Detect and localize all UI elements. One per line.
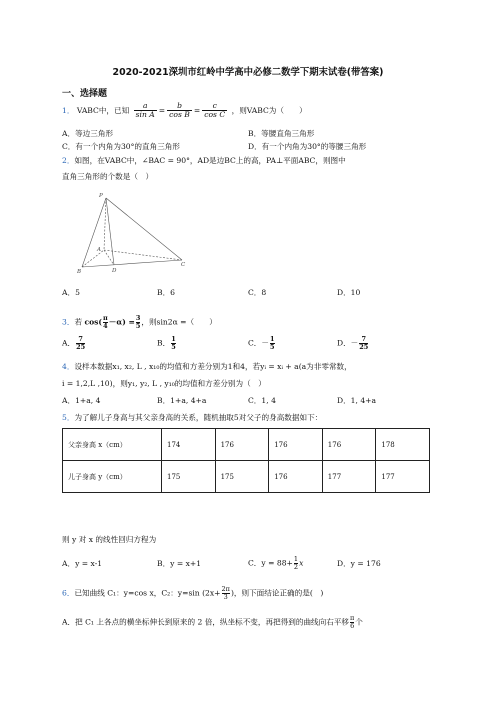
label-a: A xyxy=(97,247,101,253)
q2-option-d: D．10 xyxy=(337,288,361,297)
table-cell: 177 xyxy=(322,461,376,493)
q2-option-a: A．5 xyxy=(62,288,80,297)
q4-option-d: D．1, 4+a xyxy=(337,396,377,405)
row-header-son: 儿子身高 y（cm） xyxy=(63,461,162,493)
section-heading: 一、选择题 xyxy=(62,89,108,99)
q1-option-a: A．等边三角形 xyxy=(62,129,114,138)
table-cell: 176 xyxy=(269,461,323,493)
question-6-stem: 6．已知曲线 C₁：y=cos x，C₂：y=sin (2x+ $\frac{2\pi}{3}$ )，则下面结论正确的是( ) xyxy=(62,585,324,602)
label-b: B xyxy=(77,269,82,275)
table-row xyxy=(63,429,430,461)
table-cell: 176 xyxy=(269,429,323,461)
table-cell: 178 xyxy=(376,429,430,461)
q4-option-a: A．1+a, 4 xyxy=(62,396,101,405)
q3-pi-fraction: $\frac{\pi}{4}$ xyxy=(103,314,108,331)
question-5-after: 则 y 对 x 的线性回归方程为 xyxy=(62,535,157,544)
page-title: 2020-2021深圳市红岭中学高中必修二数学下期末试卷(带答案) xyxy=(112,67,384,78)
table-cell: 174 xyxy=(162,429,216,461)
q1-fraction-a: $\frac{a}{\text{sin A}}$ xyxy=(135,101,155,120)
label-c: C xyxy=(181,262,186,268)
q5-option-b: B．y = x+1 xyxy=(157,559,202,568)
question-1-stem: 1． VABC中，已知 $\frac{a}{\text{sin A}}$ = $\frac{b}{\text{cos B}}$ = $\frac{c}{\text{cos C}}$ ，则VABC为（ ） xyxy=(62,101,307,120)
q3-option-d: D．－ $\frac{7}{25}$ xyxy=(337,335,369,352)
question-4-stem: 4．设样本数据x₁, x₂, L , x₁₀的均值和方差分别为1和4，若yᵢ = xᵢ + a(a为非零常数， xyxy=(62,362,352,371)
q3-option-a: A． $\frac{7}{25}$ xyxy=(62,335,86,352)
q2-option-c: C．8 xyxy=(248,288,267,297)
q5-option-a: A．y = x-1 xyxy=(62,559,103,568)
q6-option-a: A．把 C₁ 上各点的横坐标伸长到原来的 2 倍，纵坐标不变，再把得到的曲线向右平移 $\frac{\pi}{6}$ 个 xyxy=(62,614,363,631)
row-header-father: 父亲身高 x（cm） xyxy=(63,429,162,461)
q1-option-c: C．有一个内角为30°的直角三角形 xyxy=(62,142,180,151)
table-cell: 175 xyxy=(162,461,216,493)
q1-stem-pre: VABC中，已知 xyxy=(76,105,130,115)
q1-option-b: B．等腰直角三角形 xyxy=(248,129,315,138)
question-number: 1． xyxy=(62,105,75,115)
pyramid-figure xyxy=(77,190,187,275)
q4-option-b: B．1+a, 4+a xyxy=(157,396,207,405)
table-row xyxy=(63,461,430,493)
height-data-table xyxy=(62,428,430,493)
question-4-stem-2: i = 1,2,L ,10)，则y₁, y₂, L , y₁₀的均值和方差分别为（ ） xyxy=(62,379,266,388)
table-cell: 177 xyxy=(376,461,430,493)
q1-fraction-c: $\frac{c}{\text{cos C}}$ xyxy=(204,101,226,120)
q1-fraction-b: $\frac{b}{\text{cos B}}$ xyxy=(169,101,190,120)
question-5-stem: 5．为了解儿子身高与其父亲身高的关系，随机抽取5对父子的身高数据如下： xyxy=(62,413,323,422)
table-cell: 176 xyxy=(322,429,376,461)
q5-option-d: D．y = 176 xyxy=(337,559,381,568)
q2-option-b: B．6 xyxy=(157,288,176,297)
table-cell: 176 xyxy=(215,429,269,461)
q1-stem-post: ，则VABC为（ ） xyxy=(231,105,307,115)
q4-option-c: C．1, 4 xyxy=(248,396,276,405)
question-2-stem: 2．如图，在VABC中，∠BAC = 90°，AD是边BC上的高，PA⊥平面ABC，则图中 xyxy=(62,156,346,165)
label-d: D xyxy=(112,268,117,274)
label-p: P xyxy=(99,193,103,199)
q5-option-c: C．y = 88+ $\frac{1}{2}$ x xyxy=(248,555,304,572)
q3-option-c: C．－ $\frac{1}{5}$ xyxy=(248,335,275,352)
question-3-stem: 3．若 cos( $\frac{\pi}{4}$ －α) = $\frac{3}{5}$ ，则sin2α =（ ） xyxy=(62,314,217,331)
q1-option-d: D．有一个内角为30°的等腰三角形 xyxy=(248,142,367,151)
table-cell: 175 xyxy=(215,461,269,493)
question-2-stem-2: 直角三角形的个数是（ ） xyxy=(62,172,154,181)
q3-option-b: B． $\frac{1}{5}$ xyxy=(157,335,176,352)
q3-value-fraction: $\frac{3}{5}$ xyxy=(135,314,141,331)
